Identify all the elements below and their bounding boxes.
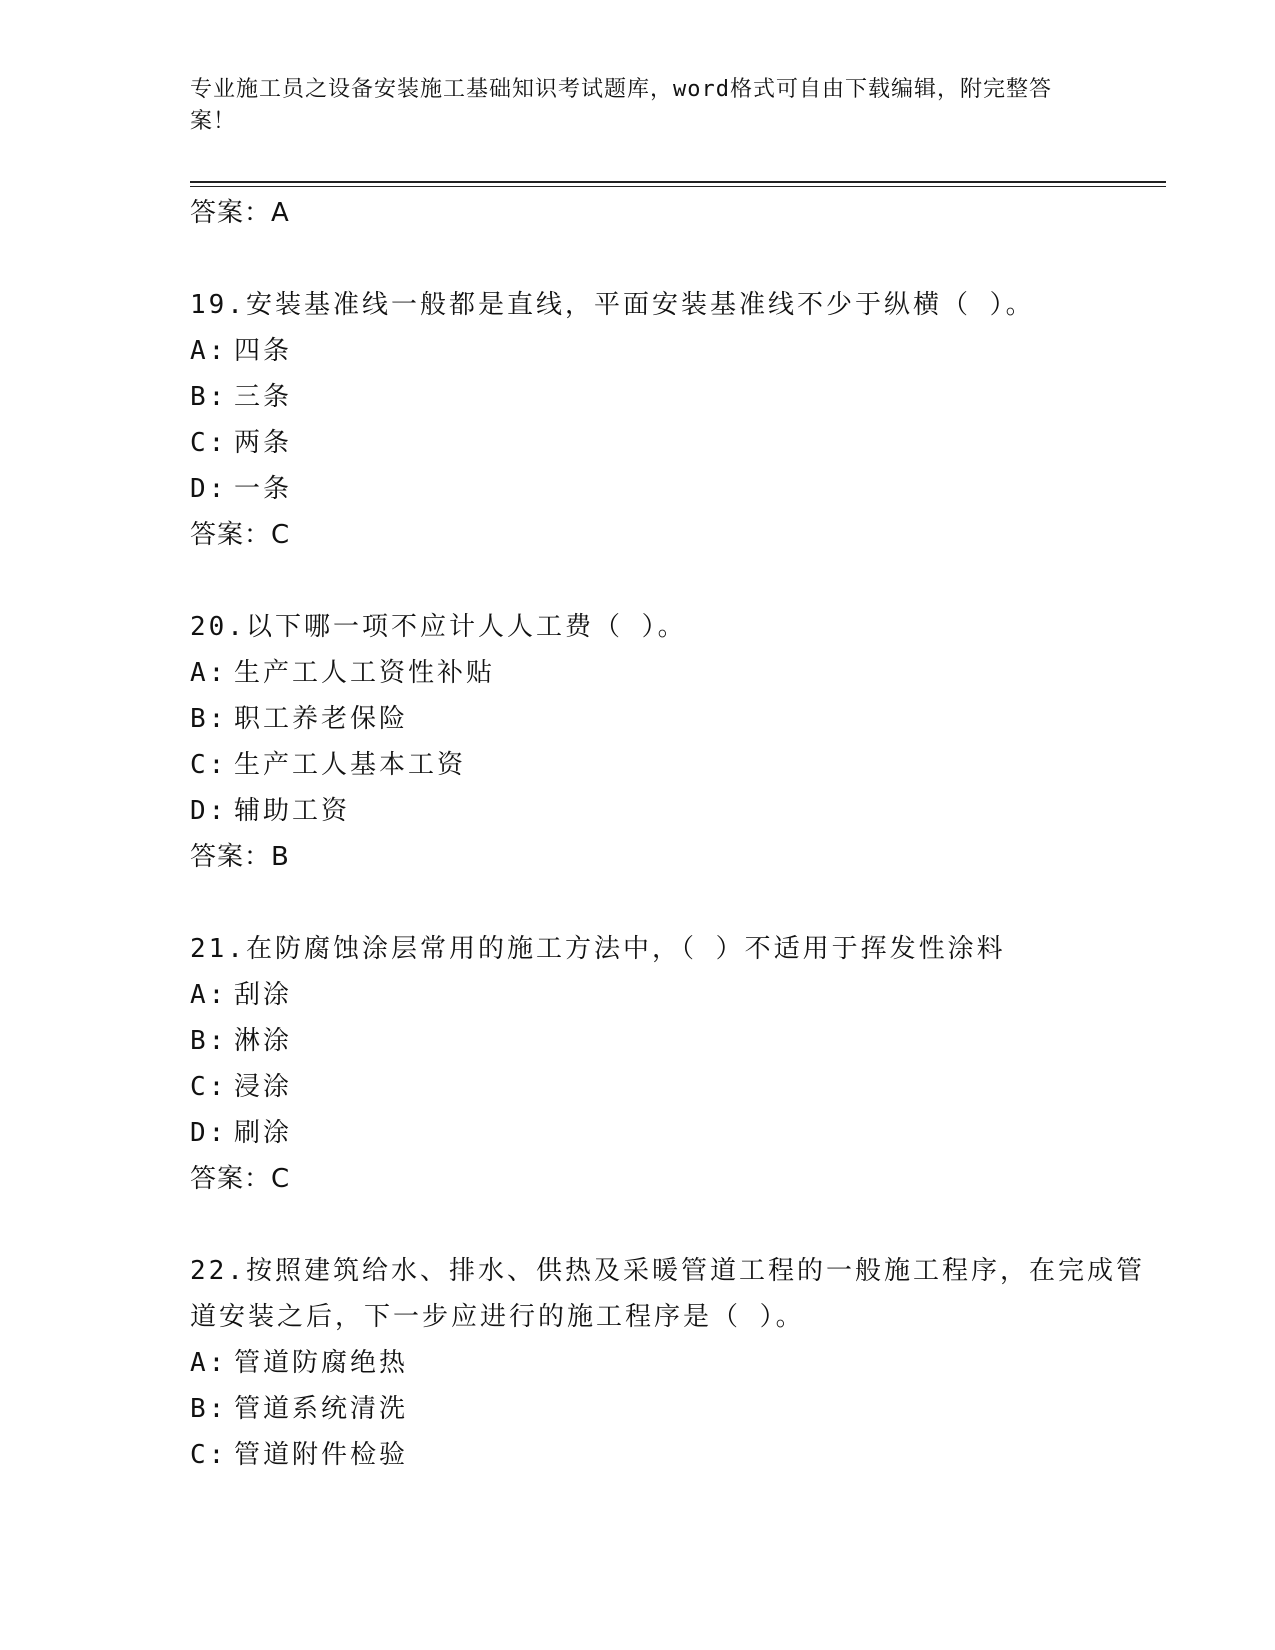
option-text: 三条	[234, 382, 293, 412]
document-header: 专业施工员之设备安装施工基础知识考试题库，word格式可自由下载编辑，附完整答案！	[190, 77, 1052, 134]
option-key: D:	[190, 1118, 228, 1148]
option-key: A:	[190, 658, 228, 688]
question-block	[190, 1248, 1150, 1478]
option-key: C:	[190, 428, 228, 458]
option-d	[190, 788, 1150, 834]
option-key: A:	[190, 1348, 228, 1378]
option-b	[190, 374, 1150, 420]
answer-line: 答案：C	[190, 1164, 291, 1194]
option-key: B:	[190, 1394, 228, 1424]
question-text: 19.安装基准线一般都是直线，平面安装基准线不少于纵横（ ）。	[190, 290, 1035, 320]
option-key: A:	[190, 980, 228, 1010]
question-text: 20.以下哪一项不应计人人工费（ ）。	[190, 612, 687, 642]
option-c	[190, 742, 1150, 788]
option-key: D:	[190, 796, 228, 826]
option-key: B:	[190, 382, 228, 412]
option-text: 职工养老保险	[234, 704, 409, 734]
option-text: 刮涂	[234, 980, 293, 1010]
option-text: 管道附件检验	[234, 1440, 409, 1470]
question-text: 22.按照建筑给水、排水、供热及采暖管道工程的一般施工程序，在完成管道安装之后，下一步应进行的施工程序是（ ）。	[190, 1256, 1145, 1332]
option-key: B:	[190, 704, 228, 734]
question-block	[190, 604, 1150, 880]
option-c	[190, 1064, 1150, 1110]
header-divider-thin	[190, 186, 1166, 187]
option-c	[190, 420, 1150, 466]
option-b	[190, 1018, 1150, 1064]
option-a	[190, 1340, 1150, 1386]
option-b	[190, 696, 1150, 742]
option-key: A:	[190, 336, 228, 366]
option-text: 一条	[234, 474, 293, 504]
option-c	[190, 1432, 1150, 1478]
option-text: 管道系统清洗	[234, 1394, 409, 1424]
option-key: C:	[190, 1440, 228, 1470]
option-text: 辅助工资	[234, 796, 351, 826]
question-block	[190, 926, 1150, 1202]
option-text: 两条	[234, 428, 293, 458]
option-key: C:	[190, 1072, 228, 1102]
option-b	[190, 1386, 1150, 1432]
option-a	[190, 972, 1150, 1018]
option-d	[190, 1110, 1150, 1156]
answer-line: 答案：C	[190, 520, 291, 550]
question-block	[190, 282, 1150, 558]
option-key: D:	[190, 474, 228, 504]
option-text: 四条	[234, 336, 293, 366]
answer-line: 答案：B	[190, 842, 290, 872]
question-list	[190, 190, 1150, 1478]
option-d	[190, 466, 1150, 512]
option-text: 管道防腐绝热	[234, 1348, 409, 1378]
option-text: 浸涂	[234, 1072, 293, 1102]
option-key: C:	[190, 750, 228, 780]
option-key: B:	[190, 1026, 228, 1056]
option-text: 生产工人工资性补贴	[234, 658, 496, 688]
header-divider-thick	[190, 181, 1166, 183]
answer-line: 答案：A	[190, 198, 290, 228]
option-text: 刷涂	[234, 1118, 293, 1148]
option-text: 淋涂	[234, 1026, 293, 1056]
option-a	[190, 328, 1150, 374]
option-a	[190, 650, 1150, 696]
option-text: 生产工人基本工资	[234, 750, 467, 780]
question-text: 21.在防腐蚀涂层常用的施工方法中，（ ）不适用于挥发性涂料	[190, 934, 1006, 964]
